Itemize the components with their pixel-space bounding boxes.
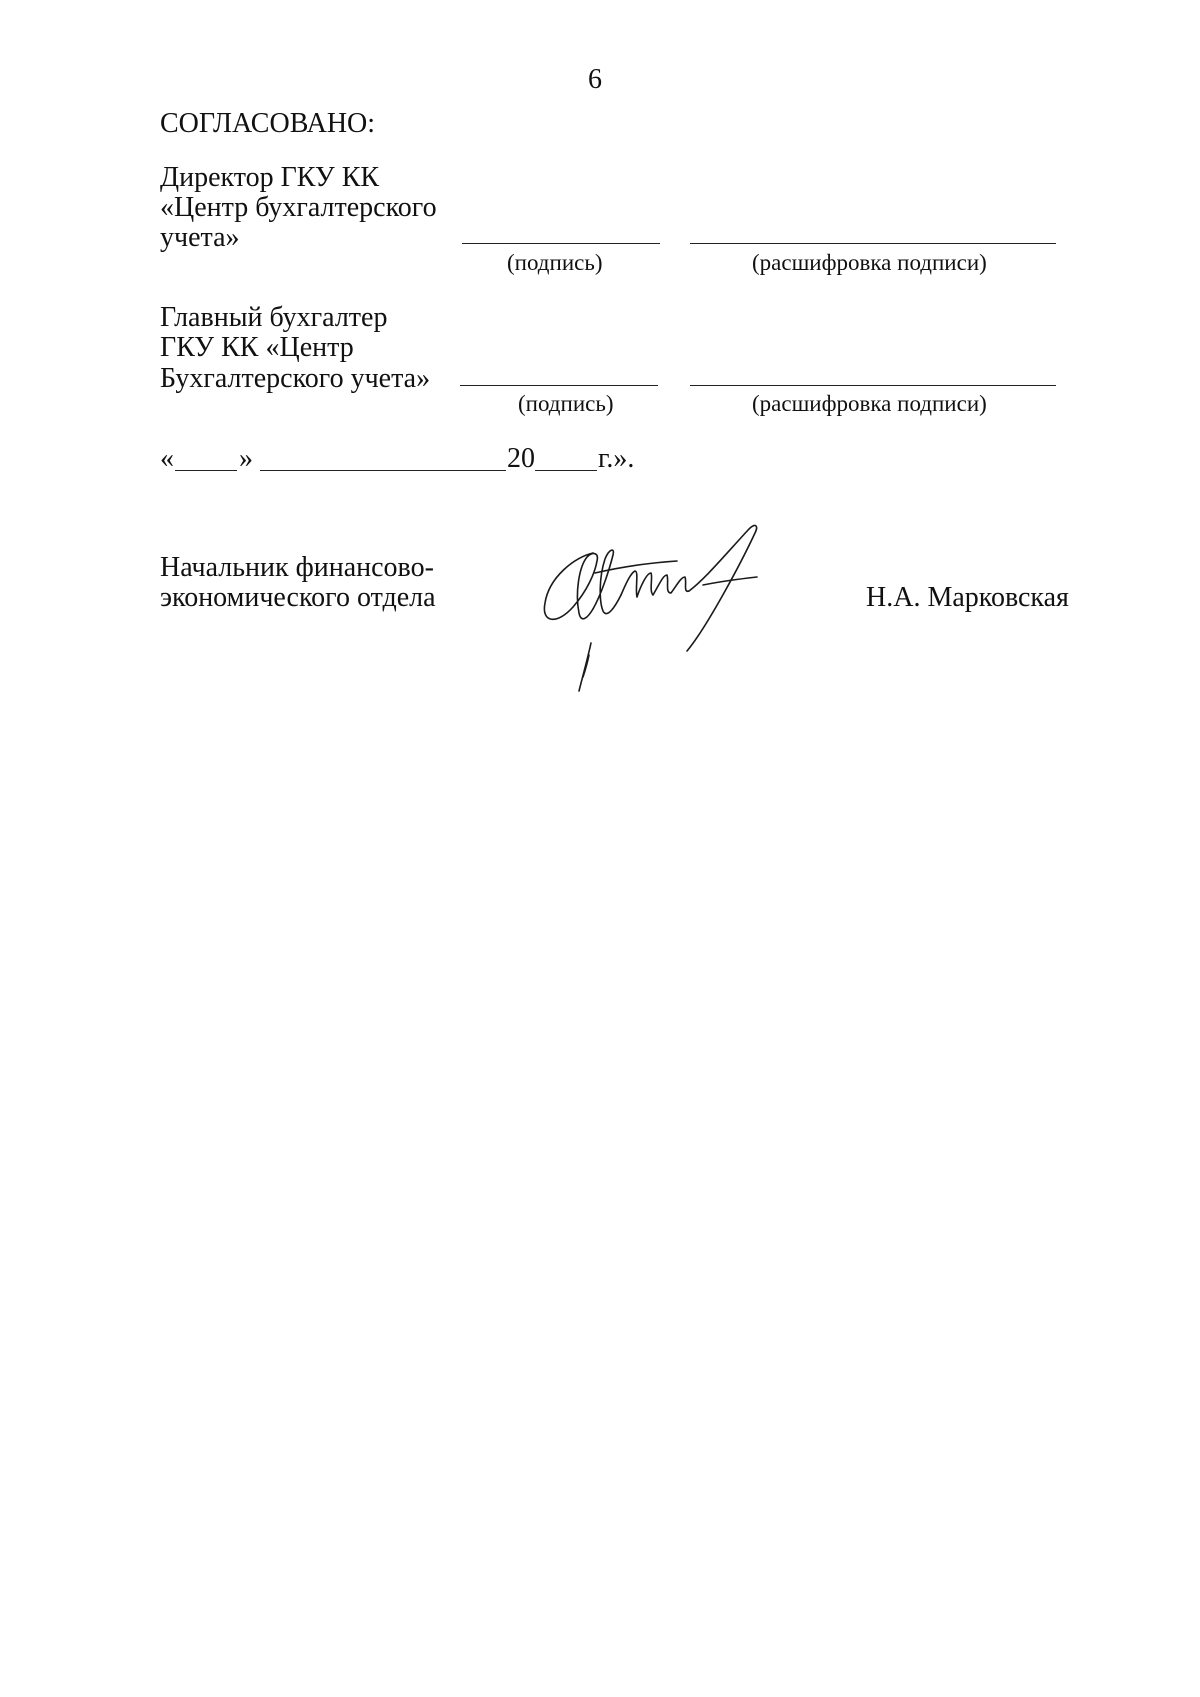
signatory-title-line: Бухгалтерского учета» (160, 363, 431, 394)
footer-signatory-title-line: экономического отдела (160, 582, 436, 613)
signature-line (460, 385, 658, 386)
signatory-title-line: Директор ГКУ КК (160, 162, 380, 193)
signatory-title-line: учета» (160, 222, 240, 253)
date-close-quote: » (239, 443, 253, 474)
date-year-suffix: г.». (598, 443, 635, 474)
signature-decoding-caption: (расшифровка подписи) (752, 250, 987, 275)
page-number: 6 (588, 64, 602, 95)
date-open-quote: « (160, 443, 174, 474)
signatory-title-line: «Центр бухгалтерского (160, 192, 437, 223)
footer-signatory-title-line: Начальник финансово- (160, 552, 434, 583)
handwritten-signature (535, 515, 785, 695)
date-day-blank (175, 470, 237, 471)
date-month-blank (260, 470, 506, 471)
signature-decoding-line (690, 243, 1056, 244)
signature-decoding-line (690, 385, 1056, 386)
footer-signatory-name: Н.А. Марковская (866, 582, 1069, 613)
signature-decoding-caption: (расшифровка подписи) (752, 391, 987, 416)
date-year-blank (535, 470, 597, 471)
signatory-title-line: Главный бухгалтер (160, 302, 388, 333)
signature-line (462, 243, 660, 244)
approval-heading: СОГЛАСОВАНО: (160, 108, 376, 139)
date-year-prefix: 20 (507, 443, 535, 474)
signature-caption: (подпись) (518, 391, 614, 416)
signature-caption: (подпись) (507, 250, 603, 275)
signatory-title-line: ГКУ КК «Центр (160, 332, 354, 363)
